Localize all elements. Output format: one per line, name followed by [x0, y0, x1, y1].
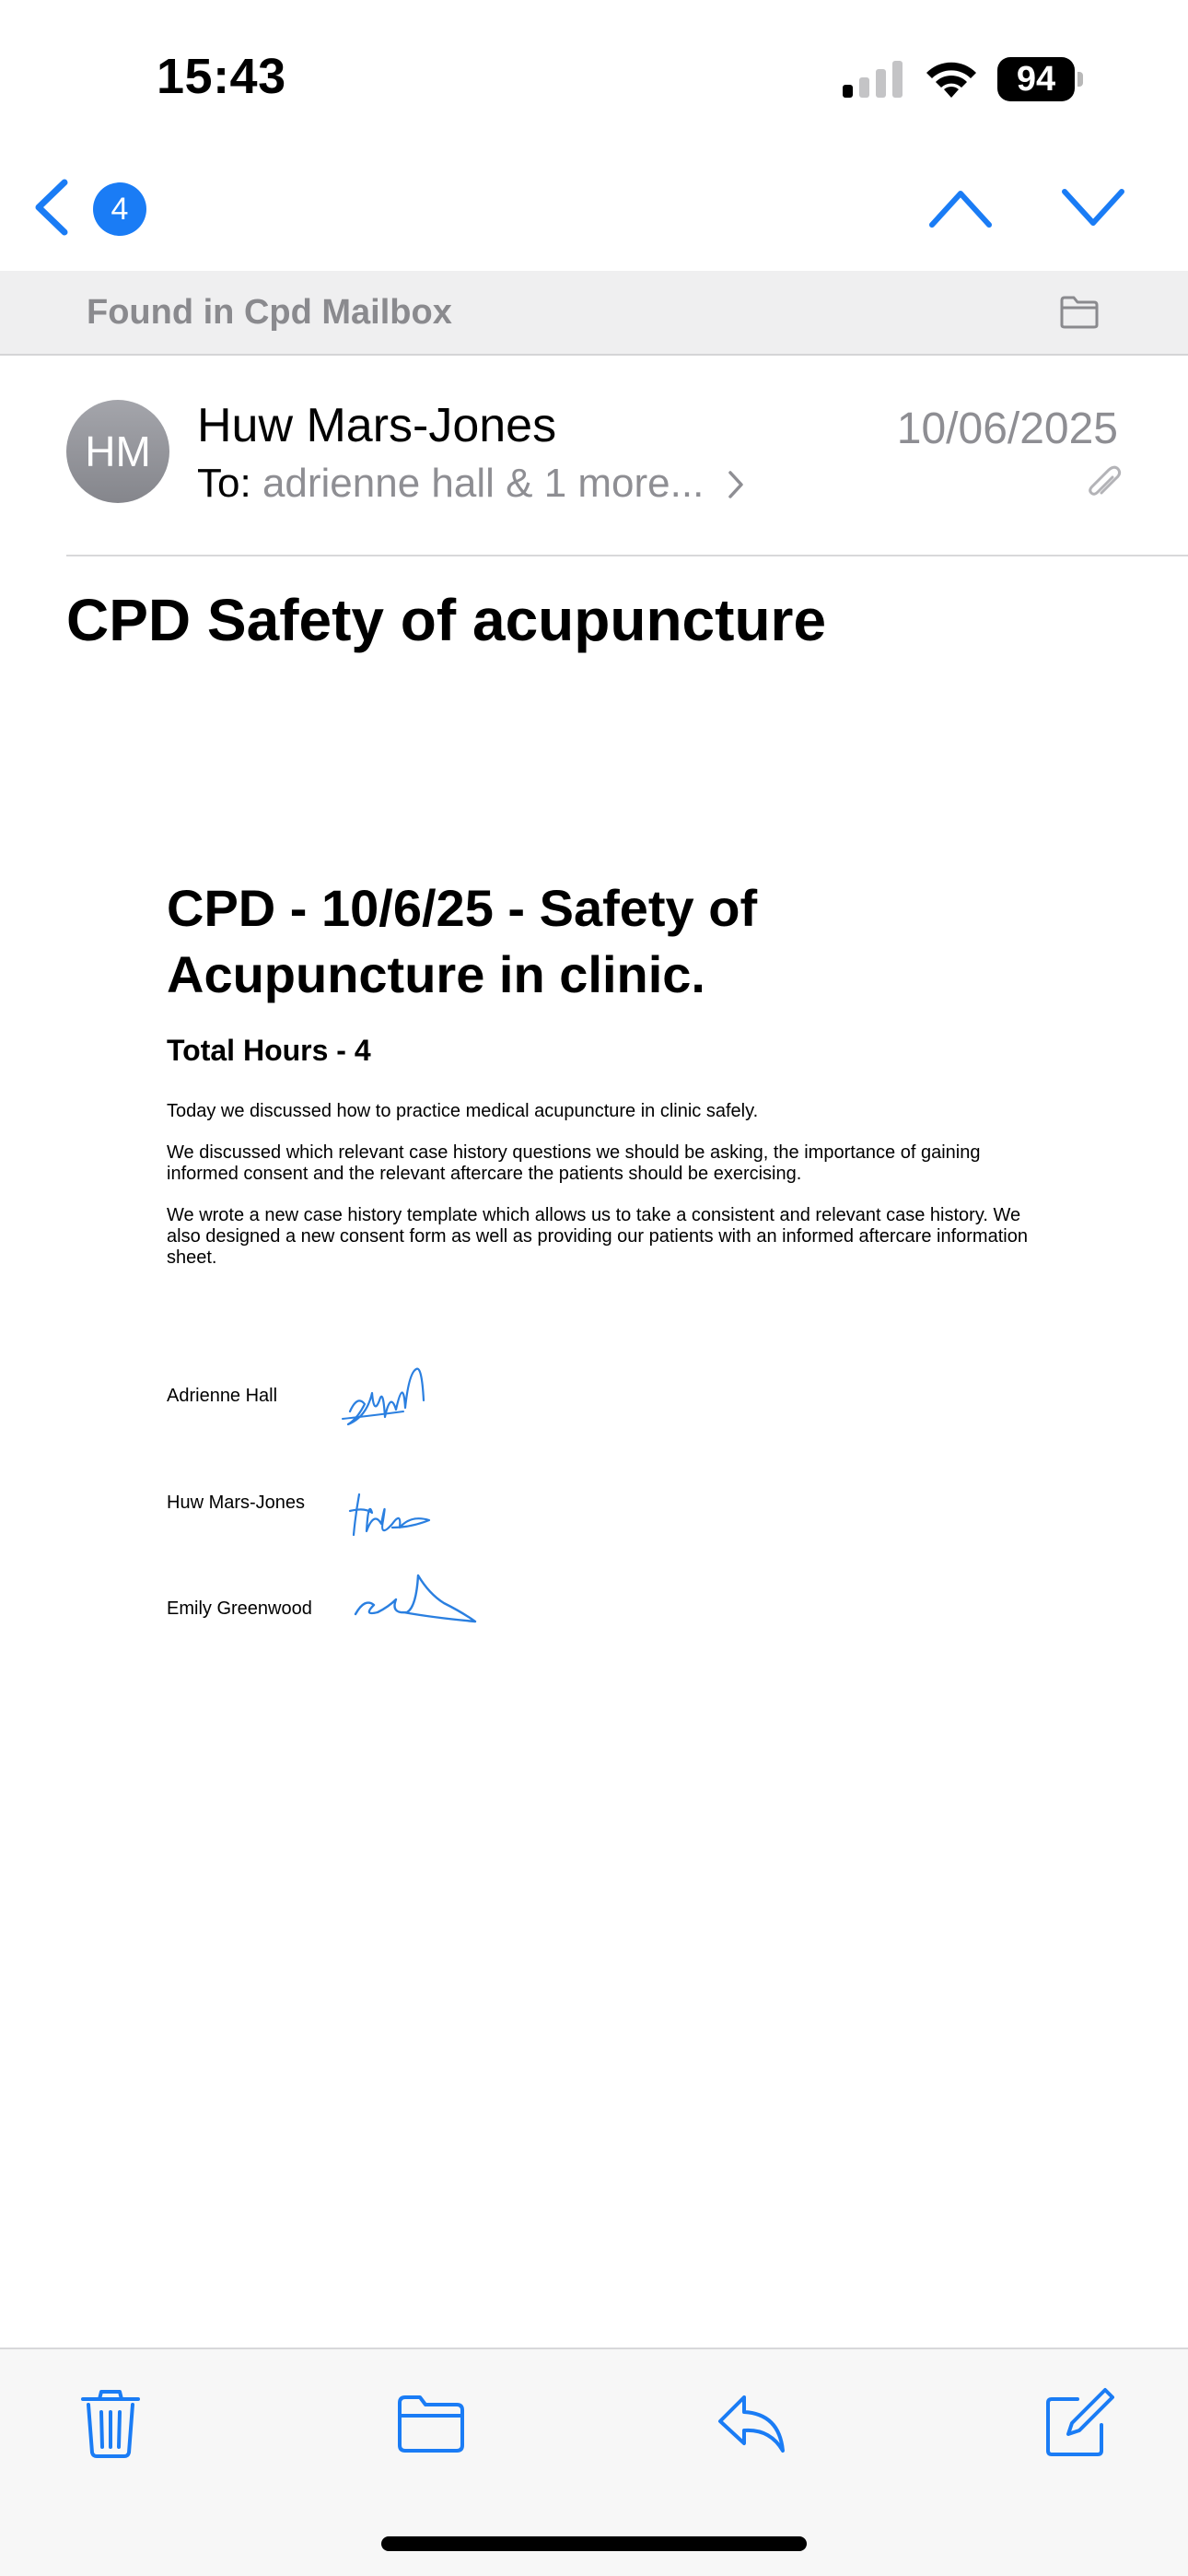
sender-name[interactable]: Huw Mars-Jones — [197, 399, 557, 452]
back-chevron-icon[interactable] — [31, 179, 72, 236]
paperclip-icon — [1085, 464, 1122, 505]
message-date: 10/06/2025 — [896, 404, 1118, 453]
document-paragraph: We wrote a new case history template which allows us to take a consistent and relevant case history. We also designed a new consent form as well as providing our patients with an informed aftercare information sheet. — [167, 1205, 1028, 1268]
header-divider — [66, 555, 1188, 556]
recipients-row[interactable] — [197, 461, 745, 507]
reply-icon[interactable] — [715, 2386, 788, 2460]
signatory-name: Adrienne Hall — [167, 1386, 278, 1406]
compose-icon[interactable] — [1041, 2386, 1114, 2460]
attachment-document[interactable] — [167, 875, 1032, 1269]
trash-icon[interactable] — [74, 2386, 147, 2460]
previous-message-icon[interactable] — [928, 184, 993, 230]
message-subject: CPD Safety of acupuncture — [66, 587, 827, 653]
recipients-summary[interactable]: adrienne hall & 1 more... — [262, 461, 705, 506]
battery-level: 94 — [997, 57, 1075, 101]
signature-image — [352, 1570, 481, 1627]
document-title: CPD - 10/6/25 - Safety of Acupuncture in clinic. — [167, 879, 758, 1003]
battery-icon — [997, 57, 1082, 101]
status-time: 15:43 — [157, 49, 286, 104]
move-to-folder-icon[interactable] — [394, 2386, 468, 2460]
sender-avatar[interactable]: HM — [66, 400, 169, 503]
home-indicator[interactable] — [381, 2536, 807, 2551]
next-message-icon[interactable] — [1061, 184, 1125, 230]
signature-image — [346, 1487, 453, 1539]
wifi-icon — [924, 57, 979, 100]
document-total-hours: Total Hours - 4 — [167, 1034, 371, 1067]
found-in-mailbox-banner[interactable] — [0, 271, 1188, 356]
document-paragraph: Today we discussed how to practice medical acupuncture in clinic safely. — [167, 1101, 759, 1121]
signatory-name: Huw Mars-Jones — [167, 1493, 306, 1513]
status-bar — [0, 0, 1188, 157]
chevron-right-icon[interactable] — [727, 469, 745, 500]
document-paragraph: We discussed which relevant case history questions we should be asking, the importance of gaining informed consent and the relevant aftercare the patients should be exercising. — [167, 1142, 981, 1184]
folder-icon[interactable] — [1059, 295, 1100, 330]
nav-bar — [0, 157, 1188, 271]
signature-image — [339, 1364, 459, 1432]
to-label: To: — [197, 461, 251, 506]
cellular-signal-icon — [841, 61, 905, 98]
found-in-mailbox-text: Found in Cpd Mailbox — [87, 293, 452, 332]
signatory-name: Emily Greenwood — [167, 1598, 312, 1619]
unread-count-badge[interactable]: 4 — [93, 182, 146, 236]
